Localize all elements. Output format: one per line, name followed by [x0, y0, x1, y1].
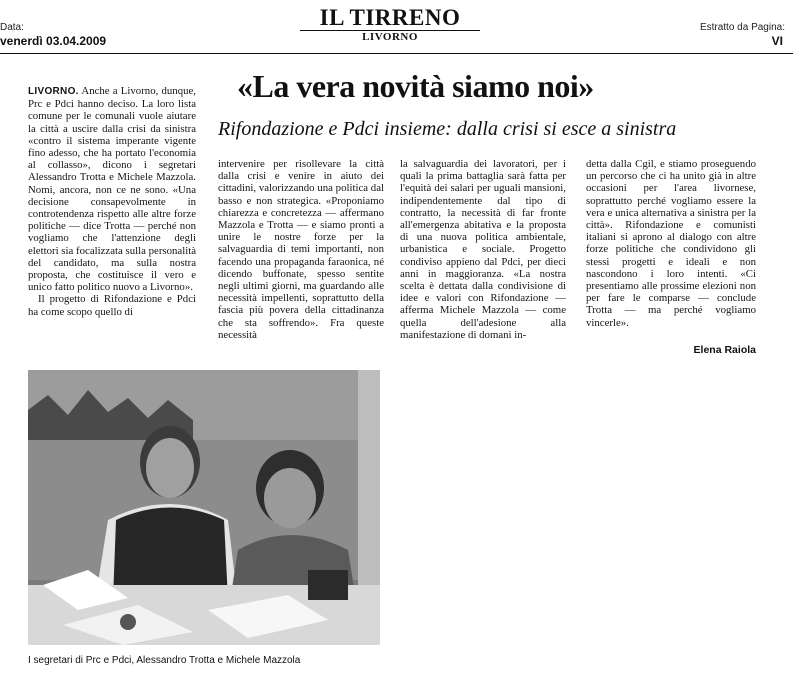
date-label: Data: — [0, 22, 24, 33]
article-headline: «La vera novità siamo noi» — [237, 68, 594, 104]
column-4-text: detta dalla Cgil, e stiamo proseguendo un percorso che ci ha unito già in altre occasioni per l'area livornese, soprattutto perché vogliamo essere la vera e unica alternativa a sinistra per la città». Rifondazione e comunisti italiani si aprono al dialogo con altre forze politiche che condividono gli stessi progetti e ideali e non nascondono i loro intenti. «Ci presentiamo alle prossime elezioni non per fare le comparse — conclude Trotta — ma perché vogliamo vincerle». — [586, 158, 756, 329]
edition-label: LIVORNO — [362, 31, 418, 43]
photo-illustration — [28, 370, 380, 645]
article-subheadline: Rifondazione e Pdci insieme: dalla crisi si esce a sinistra — [218, 118, 677, 140]
page-number: VI — [771, 34, 783, 48]
article-photo — [28, 370, 380, 645]
publication-date: venerdì 03.04.2009 — [0, 34, 107, 48]
masthead: IL TIRRENO — [300, 6, 480, 31]
article-column-4 — [586, 158, 756, 344]
byline: Elena Raiola — [693, 344, 756, 356]
article-column-2 — [218, 158, 384, 356]
article-column-1 — [28, 85, 196, 355]
dateline: LIVORNO. — [28, 86, 79, 97]
excerpt-label: Estratto da Pagina: — [699, 22, 785, 33]
column-1-paragraph-1: Anche a Livorno, dunque, Prc e Pdci hanno deciso. La loro lista comune per le comunali vuole aiutare la città a uscire dalla crisi da sinistra «contro il sistema imperante vigente fino adesso, che ha portato l'economia al collasso», dicono i segretari Alessandro Trotta e Michele Mazzola. Nomi, ancora, non ce ne sono. «Una decisione consapevolmente in controtendenza rispetto alle altre forze politiche — dice Trotta — perché non vogliamo che l'attenzione degli elettori sia focalizzata sulla personalità del candidato, ma sulla nostra proposta, che costituisce il vero e unico fatto politico nuovo a Livorno». — [28, 85, 196, 294]
column-1-paragraph-2: Il progetto di Rifondazione e Pdci ha come scopo quello di — [28, 293, 196, 318]
photo-caption: I segretari di Prc e Pdci, Alessandro Trotta e Michele Mazzola — [28, 655, 301, 666]
column-3-text: la salvaguardia dei lavoratori, per i quali la prima battaglia sarà fatta per l'equità dei salari per uguali mansioni, indipendentemente dal tipo di contratto, la necessità di far fronte all'emergenza abitativa e la proposta di una nuova politica ambientale, urbanistica e sociale. Progetto condiviso appieno dal Pdci, per dieci anni in maggioranza. «La nostra scelta è dettata dalla condivisione di idee e valori con Rifondazione — afferma Michele Mazzola — come quella dell'adesione alla manifestazione di domani in- — [400, 158, 566, 341]
article-column-3 — [400, 158, 566, 356]
column-2-text: intervenire per risollevare la città dalla crisi e venire in aiuto dei cittadini, valorizzando una politica dal basso e non strategica. «Proponiamo chiarezza e concretezza — affermano Mazzola e Trotta — e siamo pronti a unire le nostre forze per la salvaguardia di temi importanti, non facendo una propaganda faraonica, né dicendo buffonate, spesso sentite negli ultimi giorni, ma guardando alle necessità impellenti, soprattutto della fascia più povera della cittadinanza che sta soffrendo». Fra queste necessità — [218, 158, 384, 341]
header-rule — [0, 53, 793, 54]
